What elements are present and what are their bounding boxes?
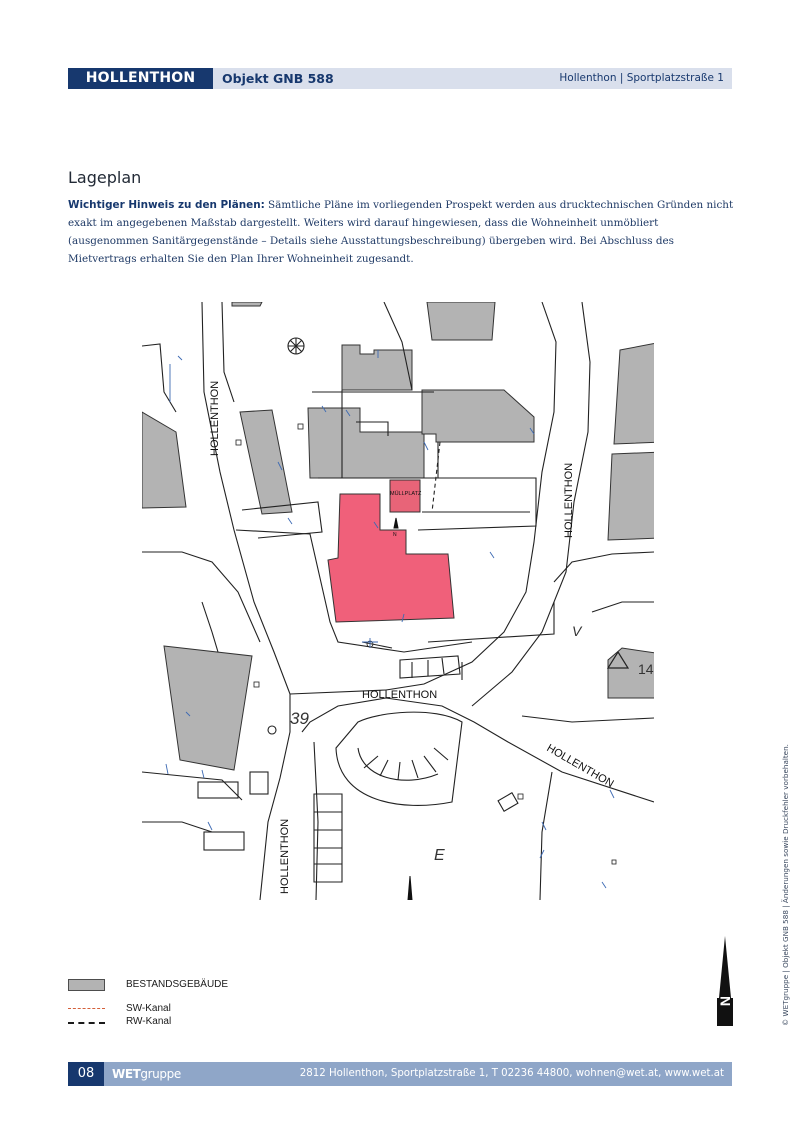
- plan-notice: [68, 196, 734, 268]
- legend-sw-line: [68, 1008, 105, 1009]
- street-label-right: HOLLENTHON: [563, 462, 575, 538]
- page-number: 08: [68, 1062, 104, 1086]
- page-footer: [68, 1062, 732, 1086]
- header-object-title: Objekt GNB 588: [222, 71, 334, 86]
- house-number: 39: [290, 709, 309, 728]
- street-label-left: HOLLENTHON: [209, 380, 221, 456]
- page-header: [68, 68, 732, 89]
- map-legend: [68, 976, 368, 1036]
- legend-rw-label: RW-Kanal: [126, 1016, 172, 1027]
- street-label-bottom: HOLLENTHON: [279, 818, 291, 894]
- map-north-arrow: [394, 518, 398, 528]
- header-address: Hollenthon | Sportplatzstraße 1: [559, 72, 724, 84]
- footer-brand-rest: gruppe: [140, 1067, 181, 1081]
- footer-brand-bold: WET: [112, 1067, 141, 1081]
- street-label-center: HOLLENTHON: [362, 689, 438, 701]
- site-plan-map: [142, 302, 654, 900]
- footer-brand-logo: [112, 1062, 181, 1086]
- legend-existing-label: BESTANDSGEBÄUDE: [126, 979, 229, 990]
- notice-text: Sämtliche Pläne im vorliegenden Prospekt werden aus drucktechnischen Gründen nicht exakt im angegebenen Maßstab dargestellt. Weiters wird darauf hingewiesen, dass die Wohneinheit unmöbliert (ausgenommen Sanitärgegenstände – Details siehe Ausstattungsbeschreibung) übergeben wird. Bei Abschluss des Mietvertrags erhalten Sie den Plan Ihrer Wohneinheit zugesandt.: [68, 199, 734, 265]
- section-title: Lageplan: [68, 168, 142, 187]
- footer-contact: 2812 Hollenthon, Sportplatzstraße 1, T 02236 44800, wohnen@wet.at, www.wet.at: [299, 1068, 724, 1079]
- north-arrow-letter: N: [717, 995, 733, 1007]
- waste-area-label: MÜLLPLATZ: [390, 491, 422, 497]
- house-number-right: 14: [638, 661, 654, 677]
- legend-existing-swatch: [68, 979, 105, 991]
- legend-rw-line: [68, 1022, 105, 1024]
- street-label-diagonal: HOLLENTHON: [544, 742, 616, 791]
- project-building: [328, 494, 454, 622]
- notice-label: Wichtiger Hinweis zu den Plänen:: [68, 199, 265, 211]
- parcel-letter-v: V: [572, 623, 582, 639]
- header-brand: HOLLENTHON: [68, 68, 213, 89]
- parcel-letter-e: E: [434, 847, 445, 864]
- legend-sw-label: SW-Kanal: [126, 1003, 171, 1014]
- north-arrow-icon: [714, 936, 736, 1028]
- map-north-letter: N: [393, 532, 397, 538]
- side-legal-text: © WETgruppe | Objekt GNB 588 | Änderungen sowie Druckfehler vorbehalten.: [781, 744, 790, 1026]
